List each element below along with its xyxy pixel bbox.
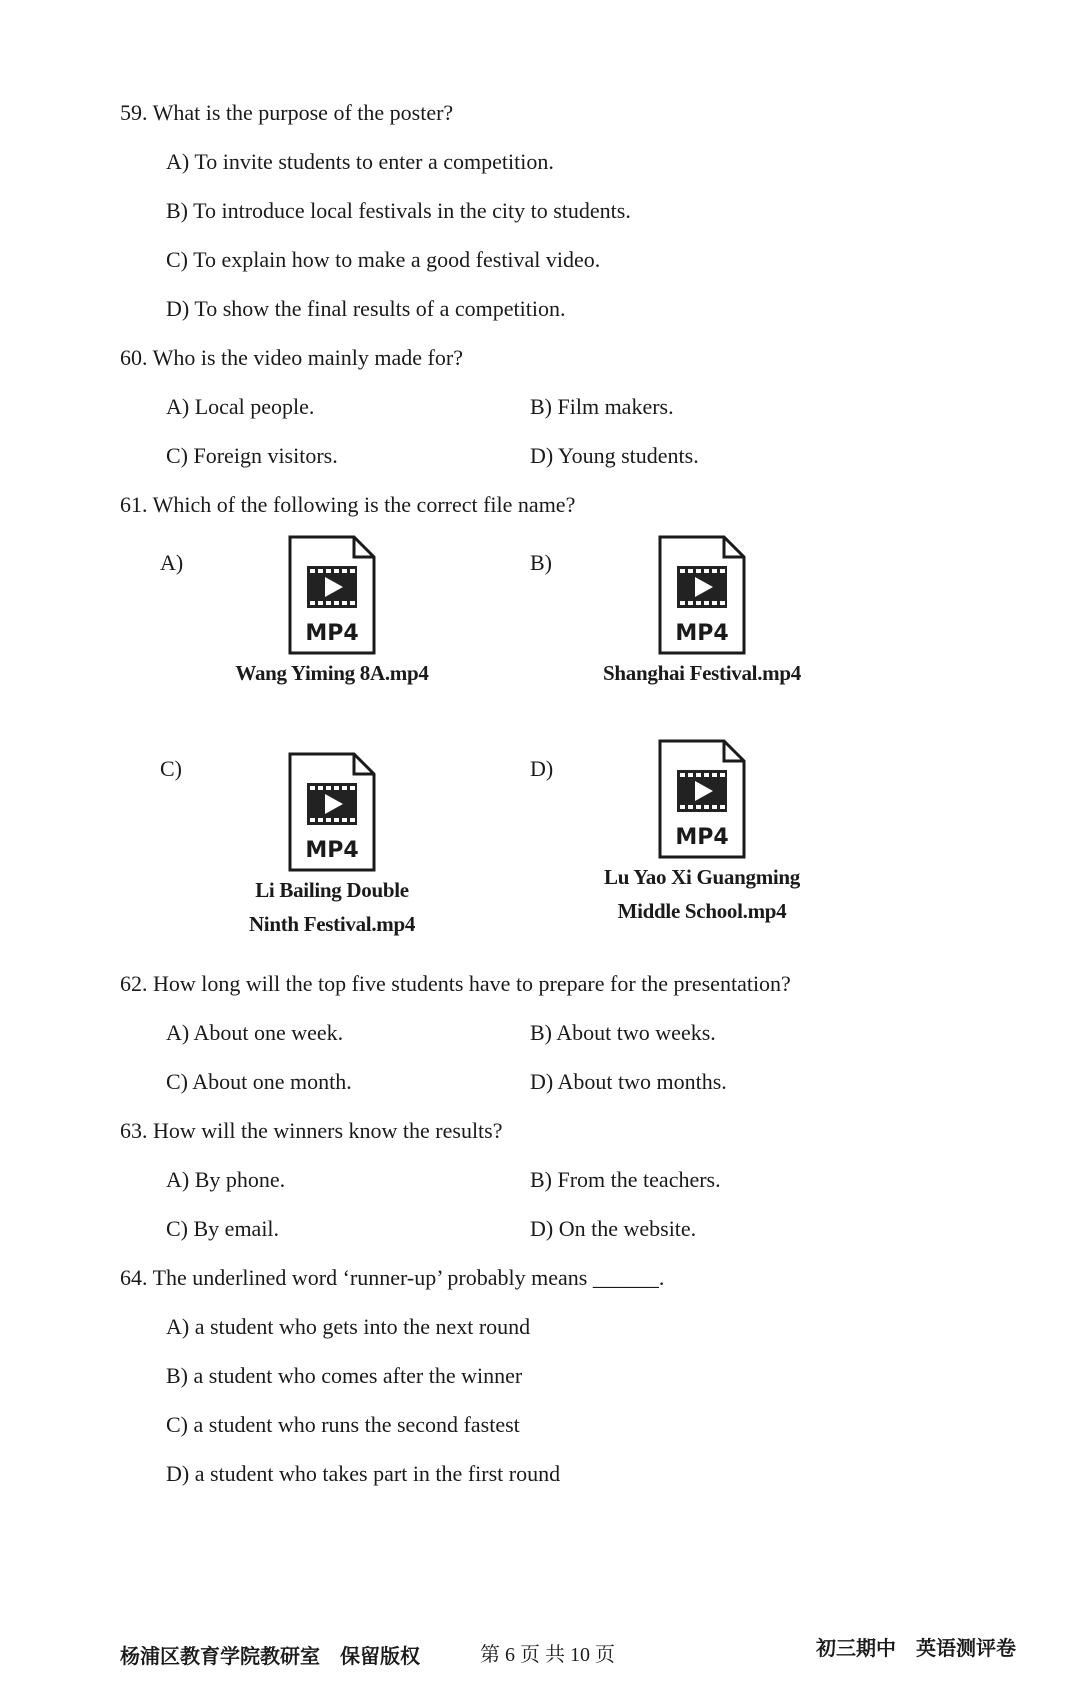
q59-option-c: C) To explain how to make a good festival video. [166, 247, 601, 272]
q62-option-b: B) About two weeks. [530, 1020, 716, 1045]
mp4-file-icon [287, 534, 377, 656]
q61-filename-a: Wang Yiming 8A.mp4 [235, 661, 429, 685]
svg-text:MP4: MP4 [675, 621, 729, 646]
q63-option-a: A) By phone. [166, 1167, 286, 1192]
q62-option-d: D) About two months. [530, 1069, 727, 1094]
svg-text:MP4: MP4 [305, 838, 359, 863]
q63-option-d: D) On the website. [530, 1216, 697, 1241]
q64-option-b: B) a student who comes after the winner [166, 1363, 523, 1388]
q61-filename-d-line2: Middle School.mp4 [617, 899, 787, 923]
q63-option-b: B) From the teachers. [530, 1167, 721, 1192]
q62-option-c: C) About one month. [166, 1069, 352, 1094]
q60-option-c: C) Foreign visitors. [166, 443, 338, 468]
question-61-stem: 61. Which of the following is the correct file name? [120, 492, 576, 517]
svg-text:MP4: MP4 [305, 621, 359, 646]
question-62-stem: 62. How long will the top five students have to prepare for the presentation? [120, 971, 791, 996]
question-64-stem: 64. The underlined word ‘runner-up’ probably means ______. [120, 1265, 665, 1290]
q59-option-a: A) To invite students to enter a competition. [166, 149, 554, 174]
footer-exam-title: 初三期中 英语测评卷 [816, 1636, 1016, 1660]
q61-file-a [202, 534, 462, 690]
q59-option-b: B) To introduce local festivals in the city to students. [166, 198, 631, 223]
q61-letter-a: A) [160, 550, 184, 575]
mp4-file-icon [657, 738, 747, 860]
mp4-file-icon [657, 534, 747, 656]
svg-text:MP4: MP4 [675, 825, 729, 850]
q60-option-a: A) Local people. [166, 394, 315, 419]
q64-option-c: C) a student who runs the second fastest [166, 1412, 520, 1437]
question-59-stem: 59. What is the purpose of the poster? [120, 100, 454, 125]
q64-option-d: D) a student who takes part in the first round [166, 1461, 561, 1486]
q64-option-a: A) a student who gets into the next round [166, 1314, 531, 1339]
q61-letter-c: C) [160, 756, 182, 781]
q61-filename-c-line1: Li Bailing Double [255, 878, 409, 902]
footer-publisher: 杨浦区教育学院教研室 保留版权 [120, 1644, 420, 1668]
q61-filename-b: Shanghai Festival.mp4 [603, 661, 801, 685]
q61-filename-d-line1: Lu Yao Xi Guangming [604, 865, 800, 889]
q63-option-c: C) By email. [166, 1216, 280, 1241]
question-60-stem: 60. Who is the video mainly made for? [120, 345, 463, 370]
q61-file-c [202, 751, 462, 941]
q61-letter-d: D) [530, 756, 554, 781]
question-63-stem: 63. How will the winners know the results? [120, 1118, 503, 1143]
q60-option-b: B) Film makers. [530, 394, 674, 419]
q61-letter-b: B) [530, 550, 552, 575]
footer-page-number: 第 6 页 共 10 页 [480, 1644, 615, 1666]
q61-file-d [572, 738, 832, 928]
q61-file-b [572, 534, 832, 690]
q61-filename-c-line2: Ninth Festival.mp4 [248, 912, 416, 936]
mp4-file-icon [287, 751, 377, 873]
q60-option-d: D) Young students. [530, 443, 699, 468]
q62-option-a: A) About one week. [166, 1020, 344, 1045]
q59-option-d: D) To show the final results of a competition. [166, 296, 566, 321]
